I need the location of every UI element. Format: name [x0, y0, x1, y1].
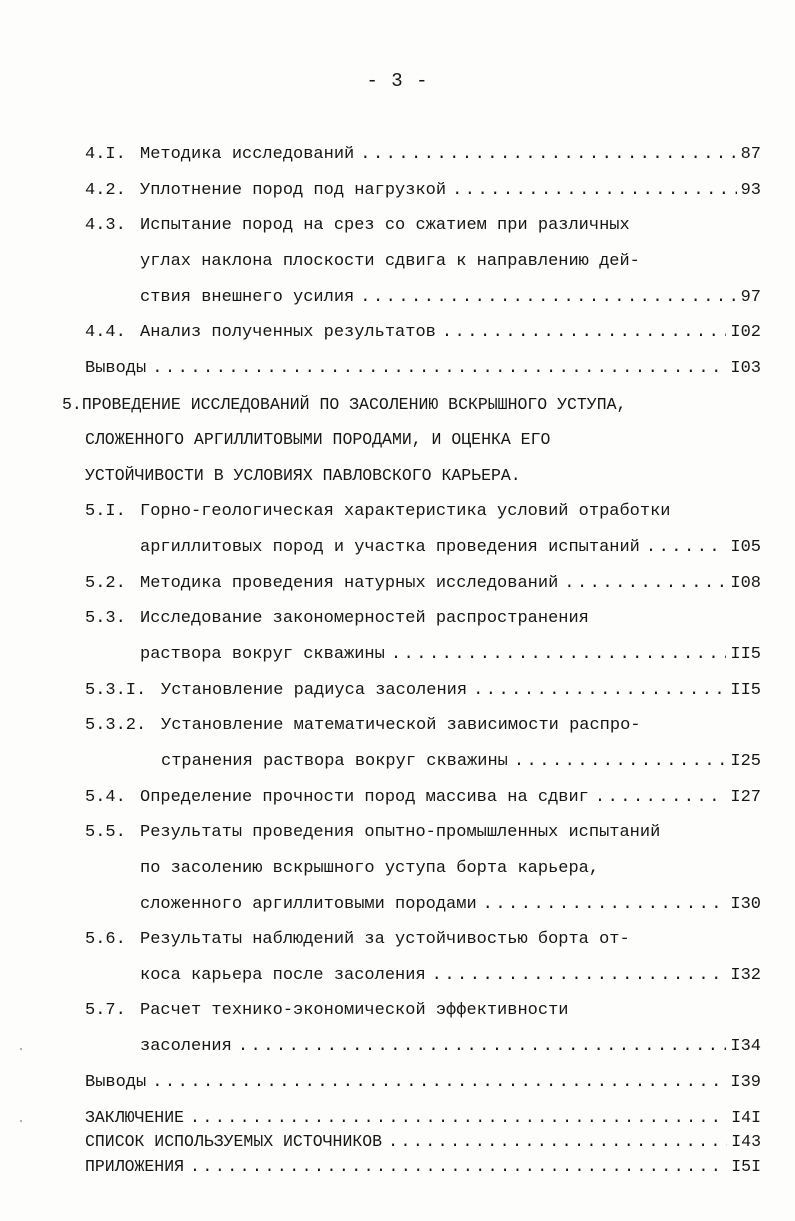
- chapter-title: ПРОВЕДЕНИЕ ИССЛЕДОВАНИЙ ПО ЗАСОЛЕНИЮ ВСКРЫШНОГО УСТУПА,: [81, 395, 627, 414]
- leader-dots: [452, 178, 737, 204]
- toc-entry-number: 5.7.: [85, 1001, 126, 1020]
- leader-dots: [190, 1105, 727, 1131]
- toc-entry-appendices: [85, 1154, 761, 1180]
- toc-entry-4-3-line-2: углах наклона плоскости сдвига к направлению дей-: [140, 252, 640, 271]
- toc-entry-conclusions-5: [85, 1070, 761, 1096]
- leader-dots: [391, 642, 727, 668]
- leader-dots: [432, 963, 727, 989]
- leader-dots: [595, 785, 727, 811]
- toc-entry-5-2: [85, 571, 761, 597]
- toc-entry-title: Испытание пород на срез со сжатием при различных: [140, 216, 630, 235]
- leader-dots: [360, 142, 736, 168]
- toc-entry-number: 5.I.: [85, 502, 126, 521]
- leader-dots: [152, 1070, 726, 1096]
- toc-entry-title: Результаты наблюдений за устойчивостью борта от-: [140, 930, 630, 949]
- leader-dots: [564, 571, 726, 597]
- toc-entry-page: II5: [730, 681, 761, 700]
- toc-entry-page: I02: [730, 323, 761, 342]
- toc-entry-page: I25: [730, 752, 761, 771]
- toc-entry-title: сложенного аргиллитовыми породами: [140, 895, 477, 914]
- toc-entry-title: Расчет технико-экономической эффективности: [140, 1001, 569, 1020]
- toc-entry-title: засоления: [140, 1037, 232, 1056]
- toc-entry-5-1-line-1: [85, 499, 761, 525]
- toc-entry-title: Исследование закономерностей распространения: [140, 609, 589, 628]
- chapter-5-heading-line-2: СЛОЖЕННОГО АРГИЛЛИТОВЫМИ ПОРОДАМИ, И ОЦЕНКА ЕГО: [85, 430, 551, 449]
- leader-dots: [514, 749, 727, 775]
- toc-entry-title: Выводы: [85, 359, 147, 378]
- toc-entry-number: 4.I.: [85, 145, 126, 164]
- toc-entry-title: ствия внешнего усилия: [140, 288, 355, 307]
- toc-entry-page: 93: [740, 181, 761, 200]
- toc-entry-5-6-line-1: [85, 927, 761, 953]
- toc-entry-5-3-1: [85, 678, 761, 704]
- toc-entry-title: раствора вокруг скважины: [140, 645, 385, 664]
- chapter-5-heading-line-1: [62, 392, 762, 418]
- toc-entry-title: Результаты проведения опытно-промышленных испытаний: [140, 823, 661, 842]
- leader-dots: [473, 678, 726, 704]
- toc-entry-page: 87: [740, 145, 761, 164]
- toc-entry-number: 4.3.: [85, 216, 126, 235]
- toc-entry-title: аргиллитовых пород и участка проведения испытаний: [140, 538, 640, 557]
- toc-entry-number: 5.3.2.: [85, 716, 147, 735]
- toc-entry-page: 97: [740, 288, 761, 307]
- toc-entry-page: I5I: [731, 1157, 761, 1176]
- toc-entry-title: СПИСОК ИСПОЛЬЗУЕМЫХ ИСТОЧНИКОВ: [85, 1132, 383, 1151]
- page-number: - 3 -: [366, 70, 429, 92]
- toc-entry-5-3-2-line-2: [161, 749, 761, 775]
- toc-entry-5-5-line-2: по засолению вскрышного уступа борта карьера,: [140, 859, 600, 878]
- toc-entry-title: Установление математической зависимости распро-: [161, 716, 641, 735]
- toc-entry-page: I34: [730, 1037, 761, 1056]
- toc-entry-title: Методика исследований: [140, 145, 355, 164]
- toc-entry-title: ЗАКЛЮЧЕНИЕ: [85, 1108, 185, 1127]
- leader-dots: [442, 320, 727, 346]
- leader-dots: [360, 285, 736, 311]
- leader-dots: [483, 892, 727, 918]
- scan-speck: [20, 1048, 22, 1050]
- toc-entry-title: Горно-геологическая характеристика условий отработки: [140, 502, 671, 521]
- toc-entry-title: странения раствора вокруг скважины: [161, 752, 508, 771]
- toc-entry-number: 4.4.: [85, 323, 126, 342]
- toc-entry-number: 5.3.: [85, 609, 126, 628]
- toc-entry-5-5-line-1: [85, 820, 761, 846]
- toc-entry-4-4: [85, 320, 761, 346]
- leader-dots: [190, 1154, 727, 1180]
- toc-entry-title: Уплотнение пород под нагрузкой: [140, 181, 447, 200]
- toc-entry-5-6-line-2: [140, 963, 761, 989]
- toc-entry-title: Определение прочности пород массива на сдвиг: [140, 788, 589, 807]
- toc-entry-title: ПРИЛОЖЕНИЯ: [85, 1157, 185, 1176]
- toc-entry-page: I27: [730, 788, 761, 807]
- toc-entry-title: коса карьера после засоления: [140, 966, 426, 985]
- toc-entry-page: I43: [731, 1132, 761, 1151]
- toc-entry-page: II5: [730, 645, 761, 664]
- chapter-5-heading-line-3: УСТОЙЧИВОСТИ В УСЛОВИЯХ ПАВЛОВСКОГО КАРЬЕРА.: [85, 466, 521, 485]
- toc-entry-5-7-line-1: [85, 998, 761, 1024]
- toc-entry-conclusions-4: [85, 356, 761, 382]
- toc-entry-5-3-line-2: [140, 642, 761, 668]
- toc-entry-title: Анализ полученных результатов: [140, 323, 436, 342]
- toc-entry-5-3-2-line-1: [85, 713, 761, 739]
- toc-entry-5-3-line-1: [85, 606, 761, 632]
- leader-dots: [646, 535, 727, 561]
- toc-entry-page: I4I: [731, 1108, 761, 1127]
- toc-entry-conclusion: [85, 1105, 761, 1131]
- leader-dots: [238, 1034, 727, 1060]
- scan-speck: [20, 1120, 22, 1122]
- toc-entry-4-3-line-1: [85, 213, 761, 239]
- toc-entry-references: [85, 1129, 761, 1155]
- toc-entry-5-5-line-3: [140, 892, 761, 918]
- toc-entry-4-3-line-3: [140, 285, 761, 311]
- toc-entry-4-2: [85, 178, 761, 204]
- chapter-number: 5.: [62, 395, 82, 414]
- toc-entry-page: I03: [730, 359, 761, 378]
- toc-entry-title: Методика проведения натурных исследований: [140, 574, 559, 593]
- toc-entry-5-7-line-2: [140, 1034, 761, 1060]
- toc-entry-title: Установление радиуса засоления: [161, 681, 468, 700]
- toc-entry-page: I39: [730, 1073, 761, 1092]
- leader-dots: [152, 356, 726, 382]
- toc-entry-5-4: [85, 785, 761, 811]
- toc-entry-page: I05: [730, 538, 761, 557]
- toc-entry-number: 5.5.: [85, 823, 126, 842]
- toc-entry-page: I08: [730, 574, 761, 593]
- toc-entry-page: I30: [730, 895, 761, 914]
- toc-entry-title: Выводы: [85, 1073, 147, 1092]
- toc-entry-number: 5.3.I.: [85, 681, 147, 700]
- toc-entry-number: 5.4.: [85, 788, 126, 807]
- leader-dots: [388, 1129, 727, 1155]
- toc-entry-number: 5.2.: [85, 574, 126, 593]
- toc-entry-5-1-line-2: [140, 535, 761, 561]
- toc-entry-number: 5.6.: [85, 930, 126, 949]
- toc-entry-page: I32: [730, 966, 761, 985]
- toc-entry-4-1: [85, 142, 761, 168]
- toc-entry-number: 4.2.: [85, 181, 126, 200]
